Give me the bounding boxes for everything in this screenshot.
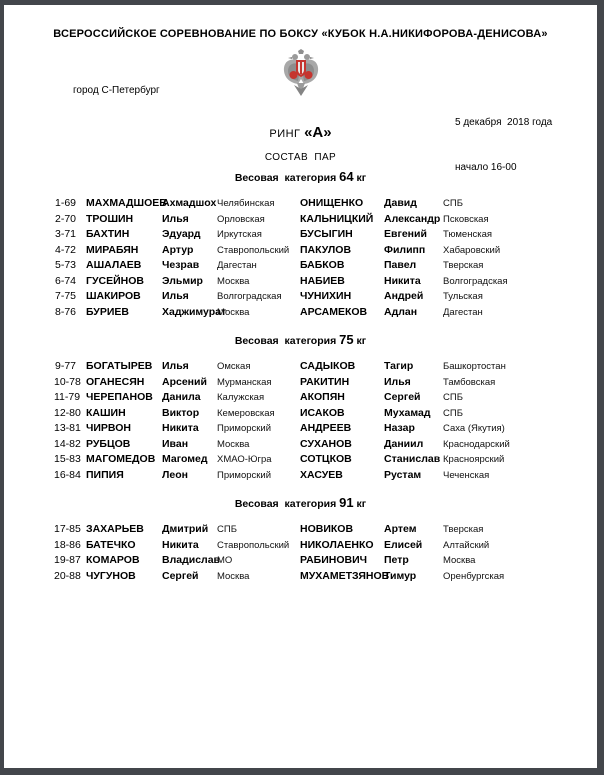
blue-corner-region: Чеченская (443, 469, 490, 481)
blue-corner-firstname: Павел (384, 259, 417, 271)
blue-corner-region: Волгоградская (443, 275, 508, 287)
pair-number: 13-81 (54, 422, 81, 434)
blue-corner-surname: СОТЦКОВ (300, 453, 352, 465)
blue-corner-region: Тверская (443, 524, 484, 535)
blue-corner-firstname: Тимур (384, 569, 417, 582)
blue-corner-region: Псковская (443, 213, 489, 225)
blue-corner-firstname: Александр (384, 212, 441, 225)
start-time-label: начало 16-00 (455, 162, 517, 173)
pair-number: 15-83 (54, 453, 81, 465)
red-corner-firstname: Иван (162, 437, 189, 450)
red-corner-region: СПБ (217, 524, 237, 535)
pair-row (54, 468, 587, 484)
blue-corner-surname: НАБИЕВ (300, 274, 345, 287)
ring-name: «А» (304, 124, 332, 141)
pair-row (54, 452, 587, 468)
red-corner-surname: ТРОШИН (86, 212, 134, 225)
blue-corner-region: Тюменская (443, 229, 493, 240)
red-corner-region: Калужская (217, 392, 265, 403)
city-label: город С-Петербург (73, 85, 160, 96)
pair-number: 2-70 (54, 212, 76, 225)
red-corner-surname: МИРАБЯН (86, 243, 139, 256)
blue-corner-surname: СУХАНОВ (300, 437, 352, 450)
date-label: 5 декабря 2018 года (455, 117, 553, 128)
red-corner-firstname: Виктор (162, 406, 200, 419)
red-corner-region: Орловская (217, 213, 265, 225)
weight-category-section (4, 495, 597, 584)
blue-corner-surname: ИСАКОВ (300, 406, 345, 419)
red-corner-surname: ЧУГУНОВ (86, 569, 136, 582)
red-corner-surname: ЗАХАРЬЕВ (86, 523, 144, 535)
blue-corner-firstname: Давид (384, 197, 417, 209)
pair-number: 17-85 (54, 523, 81, 535)
red-corner-firstname: Илья (162, 360, 189, 372)
blue-corner-region: Тверская (443, 260, 484, 271)
red-corner-region: Кемеровская (217, 407, 275, 419)
red-corner-surname: БАТЕЧКО (86, 538, 136, 551)
document-page (4, 5, 597, 768)
pair-number: 5-73 (54, 259, 76, 271)
blue-corner-firstname: Артем (384, 523, 417, 535)
red-corner-region: Москва (217, 438, 250, 450)
red-corner-region: Приморский (217, 469, 272, 481)
blue-corner-surname: КАЛЬНИЦКИЙ (300, 212, 374, 225)
red-corner-firstname: Хаджимурат (162, 305, 227, 318)
red-corner-surname: БОГАТЫРЕВ (86, 360, 153, 372)
pair-row (54, 569, 587, 585)
pair-row (54, 359, 587, 375)
red-corner-firstname: Эльмир (162, 274, 203, 287)
blue-corner-region: Москва (443, 555, 476, 566)
blue-corner-region: Дагестан (443, 306, 483, 318)
pair-number: 9-77 (54, 360, 76, 372)
red-corner-surname: ПИПИЯ (86, 468, 124, 481)
blue-corner-region: Красноярский (443, 454, 505, 465)
red-corner-surname: МАГОМЕДОВ (86, 453, 156, 465)
blue-corner-surname: ХАСУЕВ (300, 468, 343, 481)
pairs-list (4, 522, 597, 584)
weight-number: 75 (339, 332, 354, 347)
red-corner-firstname: Арсений (162, 375, 207, 388)
red-corner-firstname: Илья (162, 212, 189, 225)
blue-corner-firstname: Рустам (384, 468, 422, 481)
blue-corner-firstname: Даниил (384, 437, 424, 450)
blue-corner-surname: АНДРЕЕВ (300, 422, 352, 434)
red-corner-surname: ЧЕРЕПАНОВ (86, 391, 153, 403)
weight-number: 64 (339, 169, 354, 184)
pair-number: 7-75 (54, 290, 76, 302)
pair-row (54, 289, 587, 305)
red-corner-firstname: Сергей (162, 569, 199, 582)
red-corner-region: Москва (217, 306, 250, 318)
pairs-list (4, 359, 597, 483)
blue-corner-region: Алтайский (443, 539, 490, 551)
red-corner-region: Дагестан (217, 260, 257, 271)
pair-number: 16-84 (54, 468, 81, 481)
pair-number: 6-74 (54, 274, 76, 287)
red-corner-surname: ЧИРВОН (86, 422, 131, 434)
pair-number: 3-71 (54, 228, 76, 240)
pairs-subtitle: СОСТАВ ПАР (264, 152, 337, 163)
pair-row (54, 522, 587, 538)
pair-number: 11-79 (54, 391, 81, 403)
red-corner-region: Ставропольский (217, 539, 290, 551)
blue-corner-firstname: Евгений (384, 228, 427, 240)
blue-corner-region: СПБ (443, 198, 463, 209)
blue-corner-firstname: Андрей (384, 290, 424, 302)
pair-row (54, 212, 587, 228)
ring-label: РИНГ (269, 128, 305, 140)
red-corner-firstname: Артур (162, 243, 194, 256)
pair-number: 18-86 (54, 538, 81, 551)
red-corner-firstname: Чезрав (162, 259, 200, 271)
pair-row (54, 196, 587, 212)
red-corner-region: МО (217, 555, 233, 566)
red-corner-firstname: Магомед (162, 453, 208, 465)
pair-row (54, 538, 587, 554)
red-corner-surname: АШАЛАЕВ (86, 259, 142, 271)
pair-number: 12-80 (54, 406, 81, 419)
pair-number: 10-78 (54, 375, 81, 388)
pair-row (54, 274, 587, 290)
pair-row (54, 305, 587, 321)
weight-category-heading: Весовая категория 91 кг (234, 495, 367, 510)
blue-corner-surname: АКОПЯН (300, 391, 345, 403)
weight-category-section (4, 169, 597, 320)
pair-row (54, 421, 587, 437)
red-corner-firstname: Эдуард (162, 228, 201, 240)
weight-category-section (4, 332, 597, 483)
blue-corner-firstname: Никита (384, 274, 421, 287)
blue-corner-firstname: Филипп (384, 243, 426, 256)
pair-row (54, 258, 587, 274)
red-corner-firstname: Владислав (162, 554, 221, 566)
weight-category-heading: Весовая категория 75 кг (234, 332, 367, 347)
red-corner-region: Приморский (217, 423, 272, 434)
pair-row (54, 375, 587, 391)
weight-number: 91 (339, 495, 354, 510)
red-corner-firstname: Данила (162, 391, 201, 403)
blue-corner-region: Башкортостан (443, 361, 506, 372)
pair-row (54, 437, 587, 453)
blue-corner-firstname: Адлан (384, 305, 418, 318)
red-corner-region: Иркутская (217, 229, 262, 240)
red-corner-firstname: Леон (162, 468, 188, 481)
blue-corner-firstname: Сергей (384, 391, 421, 403)
red-corner-region: Мурманская (217, 376, 272, 388)
blue-corner-region: Тамбовская (443, 376, 496, 388)
red-corner-surname: ГУСЕЙНОВ (86, 274, 144, 287)
red-corner-surname: КАШИН (86, 406, 126, 419)
blue-corner-surname: ПАКУЛОВ (300, 243, 352, 256)
red-corner-firstname: Ахмадшох (162, 197, 217, 209)
pair-number: 1-69 (54, 197, 76, 209)
sections (4, 169, 597, 584)
red-corner-surname: МАХМАДШОЕВ (86, 197, 167, 209)
pair-number: 8-76 (54, 305, 76, 318)
pair-number: 19-87 (54, 554, 81, 566)
blue-corner-surname: ОНИЩЕНКО (300, 197, 364, 209)
red-corner-surname: БАХТИН (86, 228, 130, 240)
weight-category-heading: Весовая категория 64 кг (234, 169, 367, 184)
blue-corner-region: Саха (Якутия) (443, 423, 505, 434)
red-corner-surname: ОГАНЕСЯН (86, 375, 145, 388)
blue-corner-surname: РАБИНОВИЧ (300, 554, 368, 566)
blue-corner-surname: ЧУНИХИН (300, 290, 352, 302)
blue-corner-surname: САДЫКОВ (300, 360, 356, 372)
red-corner-region: Омская (217, 361, 251, 372)
pairs-list (4, 196, 597, 320)
red-corner-region: Москва (217, 275, 250, 287)
red-corner-surname: КОМАРОВ (86, 554, 140, 566)
blue-corner-region: Оренбургская (443, 570, 505, 582)
red-corner-surname: ШАКИРОВ (86, 290, 141, 302)
blue-corner-surname: РАКИТИН (300, 375, 350, 388)
pair-row (54, 227, 587, 243)
blue-corner-firstname: Елисей (384, 538, 423, 551)
red-corner-region: Москва (217, 570, 250, 582)
blue-corner-firstname: Петр (384, 554, 409, 566)
ring-title (4, 124, 597, 141)
pair-number: 14-82 (54, 437, 81, 450)
red-corner-surname: РУБЦОВ (86, 437, 131, 450)
pair-row (54, 390, 587, 406)
red-corner-region: ХМАО-Югра (217, 454, 272, 465)
blue-corner-region: СПБ (443, 392, 463, 403)
red-corner-region: Волгоградская (217, 291, 282, 302)
red-corner-surname: БУРИЕВ (86, 305, 129, 318)
blue-corner-region: Тульская (443, 291, 483, 302)
pair-row (54, 243, 587, 259)
blue-corner-surname: НОВИКОВ (300, 523, 354, 535)
blue-corner-surname: НИКОЛАЕНКО (300, 538, 374, 551)
document-title: ВСЕРОССИЙСКОЕ СОРЕВНОВАНИЕ ПО БОКСУ «КУБОК Н.А.НИКИФОРОВА-ДЕНИСОВА» (53, 28, 548, 40)
blue-corner-firstname: Илья (384, 375, 411, 388)
blue-corner-firstname: Мухамад (384, 406, 431, 419)
blue-corner-surname: МУХАМЕТЗЯНОВ (300, 569, 390, 582)
boxing-federation-emblem-icon (282, 49, 320, 96)
red-corner-firstname: Дмитрий (162, 523, 209, 535)
blue-corner-region: Краснодарский (443, 438, 510, 450)
red-corner-firstname: Никита (162, 422, 199, 434)
blue-corner-firstname: Тагир (384, 360, 414, 372)
red-corner-region: Ставропольский (217, 244, 290, 256)
red-corner-region: Челябинская (217, 198, 275, 209)
red-corner-firstname: Илья (162, 290, 189, 302)
blue-corner-surname: БУСЫГИН (300, 228, 353, 240)
blue-corner-surname: БАБКОВ (300, 259, 345, 271)
pair-row (54, 406, 587, 422)
pair-row (54, 553, 587, 569)
pair-number: 4-72 (54, 243, 76, 256)
blue-corner-firstname: Назар (384, 422, 415, 434)
blue-corner-region: Хабаровский (443, 244, 501, 256)
blue-corner-region: СПБ (443, 407, 463, 419)
pair-number: 20-88 (54, 569, 81, 582)
blue-corner-firstname: Станислав (384, 453, 441, 465)
blue-corner-surname: АРСАМЕКОВ (300, 305, 368, 318)
red-corner-firstname: Никита (162, 538, 199, 551)
